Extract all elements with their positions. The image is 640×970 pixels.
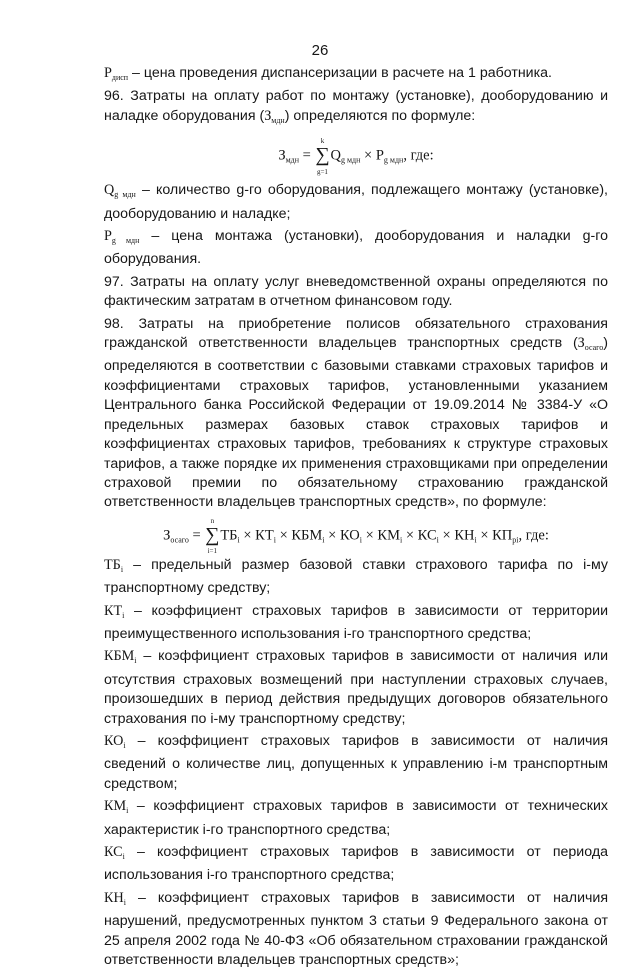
definition-kbm: $КБМ_i$ – коэффициент страховых тарифов в зависимости от наличия или отсутствия страховых возмещений при наступлении страховых случаев, произошедших в период действия предыдущих договоров обязательного страхования по i-му транспортному средству; (104, 648, 608, 727)
definition-kn: $КН_i$ – коэффициент страховых тарифов в зависимости от наличия нарушений, предусмотренных пунктом 3 статьи 9 Федерального закона от 25 апреля 2002 года № 40-ФЗ «Об обязательном страховании гражданской ответственности владельцев транспортных средств»; (104, 889, 608, 969)
definition-kt: $КТ_i$ – коэффициент страховых тарифов в зависимости от территории преимущественного использования i-го транспортного средства; (104, 602, 608, 642)
document-body (104, 64, 608, 970)
page-number: 26 (311, 42, 329, 59)
definition-p: $Р_{g мдн}$ – цена монтажа (установки), дооборудования и наладки g-го оборудования. (104, 228, 609, 268)
definition-tb: $ТБ_i$ – предельный размер базовой ставки страхового тарифа по i-му транспортному средству; (104, 556, 608, 597)
formula-mdn: $З_{мдн}$ = k ∑ g=1 $Q_{g мдн} \times Р_{g мдн}$, где: (278, 137, 434, 176)
item-98: 98. Затраты на приобретение полисов обязательного страхования гражданской ответственности владельцев транспортных средств $(З_{осаго})$ определяются в соответствии с базовыми ставками страховых тарифов и коэффициентами страховых тарифов, установленными указанием Центрального банка Российской Федерации от 19.09.2014 № 3384-У «О предельных размерах базовых ставок страховых тарифов и коэффициентах страховых тарифов, требованиях к структуре страховых тарифов, а также порядке их применения страховщиками при определении страховой премии по обязательному страхованию гражданской ответственности владельцев транспортных средств», по формуле: (104, 315, 608, 511)
definition-q: $Q_{g мдн}$ – количество g-го оборудования, подлежащего монтажу (установке), дооборудованию и наладке; (104, 182, 608, 222)
definition-p-disp: $Р_{дисп}$ – цена проведения диспансеризации в расчете на 1 работника. (104, 65, 552, 82)
sum-symbol: n ∑ i=1 (205, 516, 220, 556)
item-96: 96. Затраты на оплату работ по монтажу (установке), дооборудованию и наладке оборудования $(З_{мдн})$ определяются по формуле: (104, 88, 608, 125)
item-97: 97. Затраты на оплату услуг вневедомственной охраны определяются по фактическим затратам в отчетном финансовом году. (104, 273, 608, 310)
formula-osago: $З_{осаго}$ = n ∑ i=1 $ТБ_i \times КТ_i \times КБМ_i \times КО_i \times КМ_i \times КС_i \times КН_i \times КП_{pi}$, где: (163, 516, 549, 556)
definition-ko: $КО_i$ – коэффициент страховых тарифов в зависимости от наличия сведений о количестве лиц, допущенных к управлению i-м транспортным средством; (104, 732, 608, 792)
definition-ks: $КС_i$ – коэффициент страховых тарифов в зависимости от периода использования i-го транспортного средства; (104, 844, 608, 884)
definition-km: $КМ_i$ – коэффициент страховых тарифов в зависимости от технических характеристик i-го транспортного средства; (104, 798, 608, 838)
sum-symbol: k ∑ g=1 (315, 137, 330, 176)
